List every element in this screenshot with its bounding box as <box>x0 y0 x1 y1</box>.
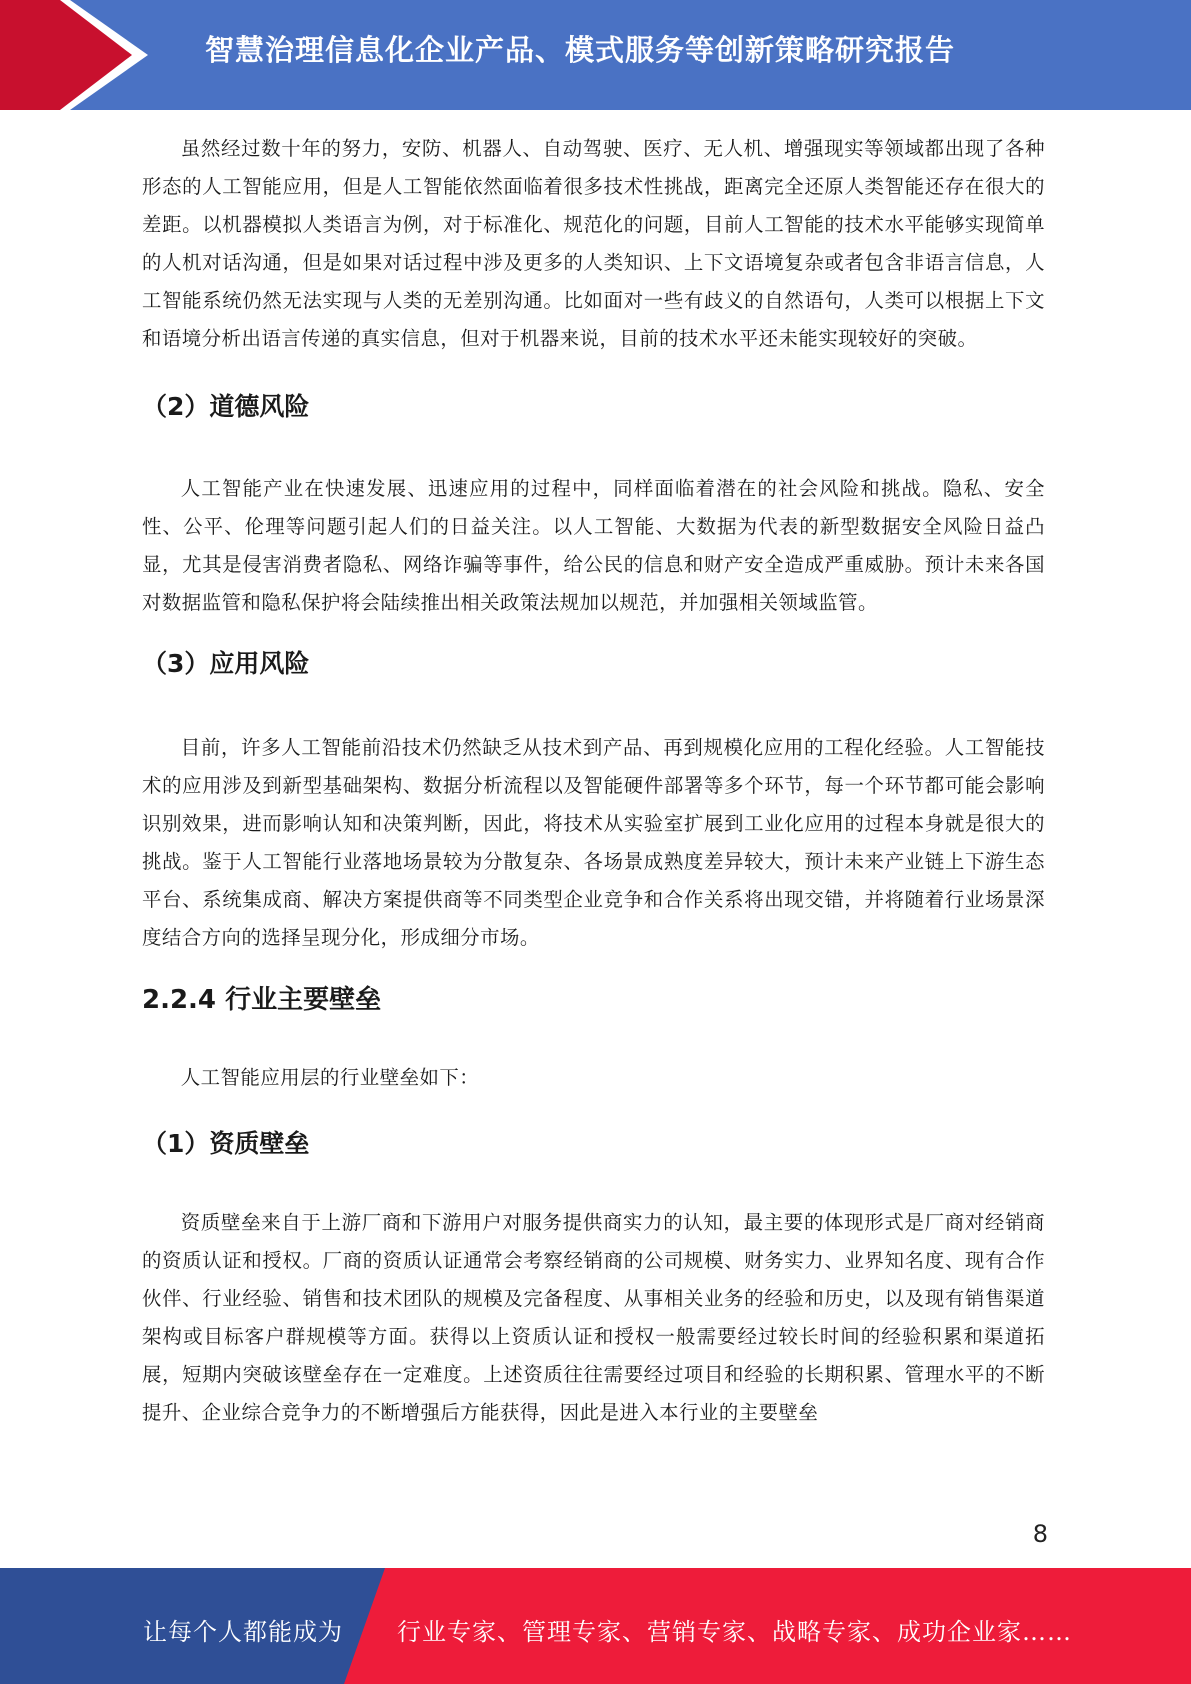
paragraph-barriers-intro: 人工智能应用层的行业壁垒如下： <box>180 1066 480 1089</box>
footer-slogan-right: 行业专家、管理专家、营销专家、战略专家、成功企业家…… <box>397 1618 1072 1646</box>
paragraph-tech-risk: 虽然经过数十年的努力，安防、机器人、自动驾驶、医疗、无人机、增强现实等领域都出现了各种形态的人工智能应用，但是人工智能依然面临着很多技术性挑战，距离完全还原人类智能还存在很大的差距。以机器模拟人类语言为例，对于标准化、规范化的问题，目前人工智能的技术水平能够实现简单的人机对话沟通，但是如果对话过程中涉及更多的人类知识、上下文语境复杂或者包含非语言信息，人工智能系统仍然无法实现与人类的无差别沟通。比如面对一些有歧义的自然语句，人类可以根据上下文和语境分析出语言传递的真实信息，但对于机器来说，目前的技术水平还未能实现较好的突破。 <box>142 137 1045 350</box>
page-footer <box>0 1568 1191 1684</box>
page-content <box>142 130 1045 1432</box>
section-title-barriers: 2.2.4 行业主要壁垒 <box>142 985 382 1015</box>
footer-slogan-left: 让每个人都能成为 <box>143 1618 343 1646</box>
heading-application-risk: （3）应用风险 <box>142 649 310 678</box>
heading-qualification-barrier: （1）资质壁垒 <box>142 1129 310 1158</box>
paragraph-ethics-risk: 人工智能产业在快速发展、迅速应用的过程中，同样面临着潜在的社会风险和挑战。隐私、安全性、公平、伦理等问题引起人们的日益关注。以人工智能、大数据为代表的新型数据安全风险日益凸显，尤其是侵害消费者隐私、网络诈骗等事件，给公民的信息和财产安全造成严重威胁。预计未来各国对数据监管和隐私保护将会陆续推出相关政策法规加以规范，并加强相关领域监管。 <box>142 477 1045 614</box>
page-header <box>0 0 1191 110</box>
paragraph-application-risk: 目前，许多人工智能前沿技术仍然缺乏从技术到产品、再到规模化应用的工程化经验。人工智能技术的应用涉及到新型基础架构、数据分析流程以及智能硬件部署等多个环节，每一个环节都可能会影响识别效果，进而影响认知和决策判断，因此，将技术从实验室扩展到工业化应用的过程本身就是很大的挑战。鉴于人工智能行业落地场景较为分散复杂、各场景成熟度差异较大，预计未来产业链上下游生态平台、系统集成商、解决方案提供商等不同类型企业竞争和合作关系将出现交错，并将随着行业场景深度结合方向的选择呈现分化，形成细分市场。 <box>142 736 1045 949</box>
report-title: 智慧治理信息化企业产品、模式服务等创新策略研究报告 <box>205 33 956 67</box>
paragraph-qualification-barrier: 资质壁垒来自于上游厂商和下游用户对服务提供商实力的认知，最主要的体现形式是厂商对经销商的资质认证和授权。厂商的资质认证通常会考察经销商的公司规模、财务实力、业界知名度、现有合作伙伴、行业经验、销售和技术团队的规模及完备程度、从事相关业务的经验和历史，以及现有销售渠道架构或目标客户群规模等方面。获得以上资质认证和授权一般需要经过较长时间的经验积累和渠道拓展，短期内突破该壁垒存在一定难度。上述资质往往需要经过项目和经验的长期积累、管理水平的不断提升、企业综合竞争力的不断增强后方能获得，因此是进入本行业的主要壁垒 <box>142 1211 1045 1424</box>
heading-ethics-risk: （2）道德风险 <box>142 392 310 421</box>
page-number: 8 <box>1032 1520 1048 1548</box>
